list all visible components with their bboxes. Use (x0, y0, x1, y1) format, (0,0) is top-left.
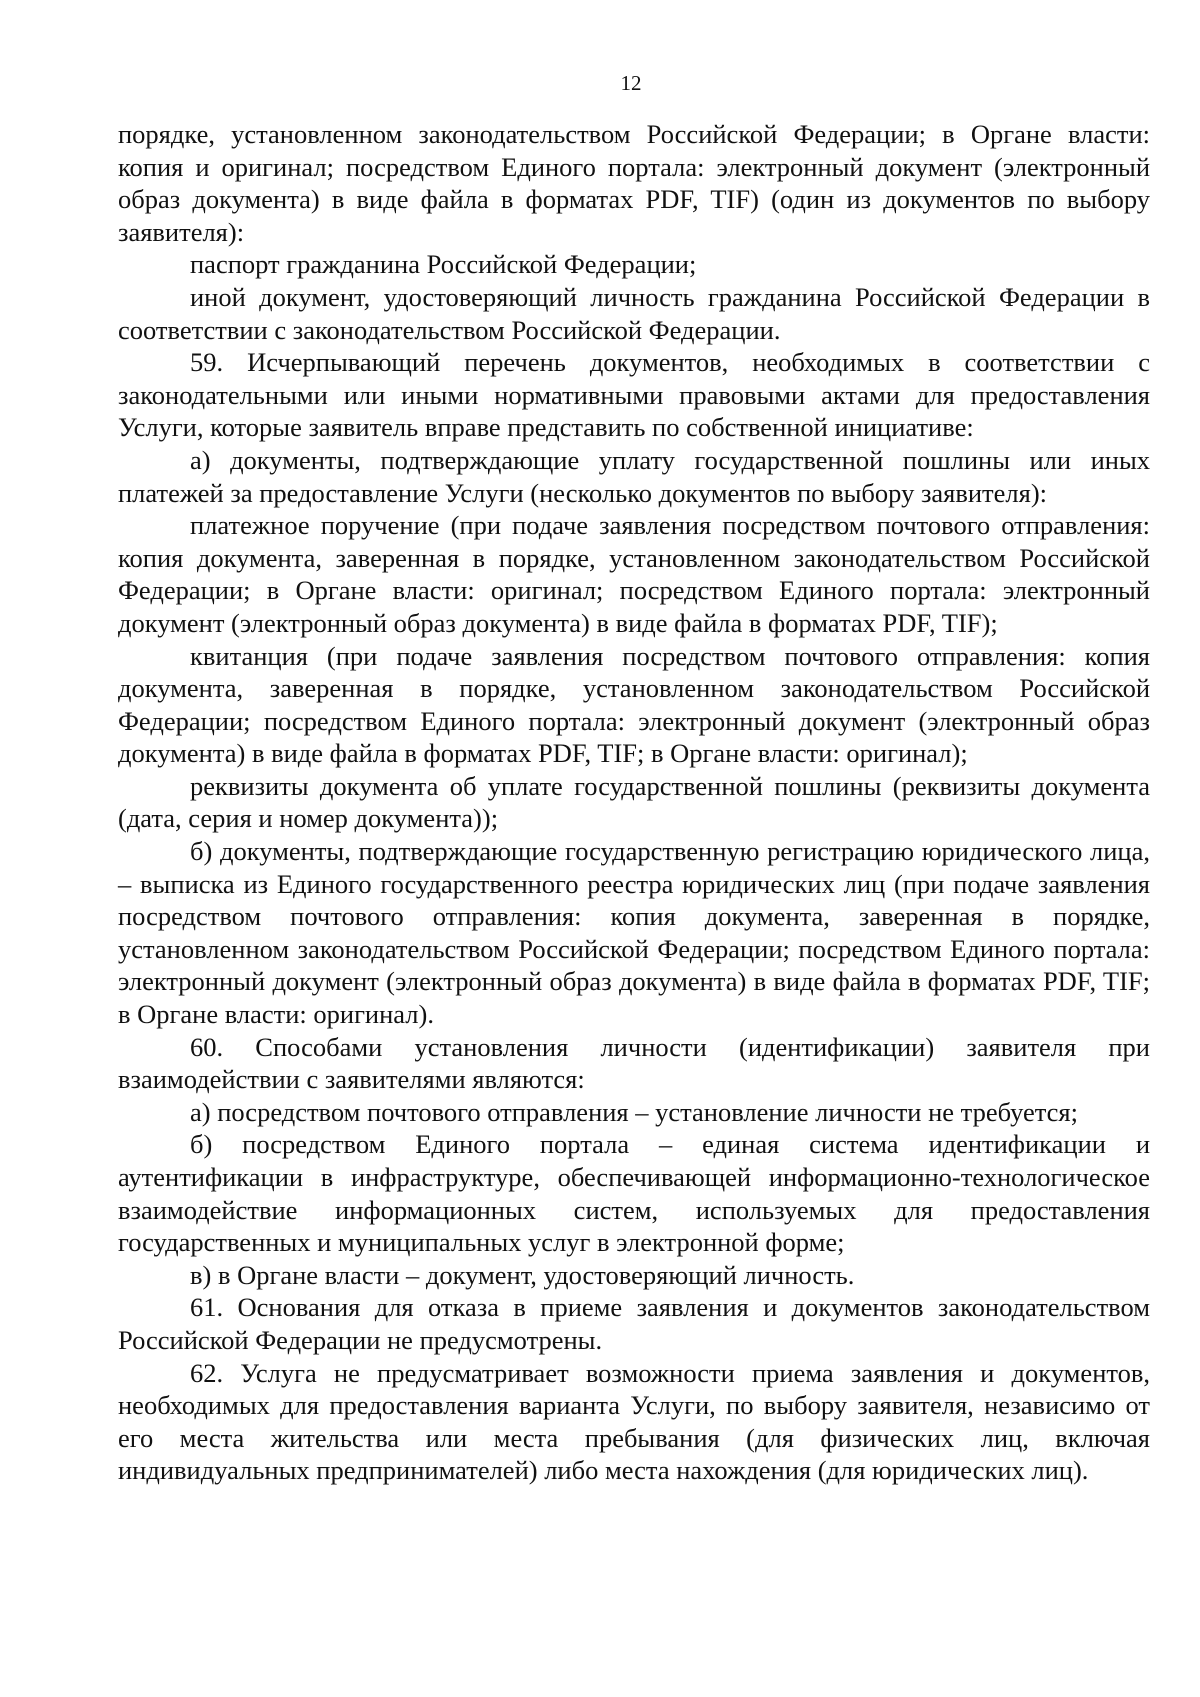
paragraph-59-a: а) документы, подтверждающие уплату государственной пошлины или иных платежей за предоставление Услуги (несколько документов по выбору заявителя): (118, 444, 1150, 508)
paragraph-other-id: иной документ, удостоверяющий личность гражданина Российской Федерации в соответствии с законодательством Российской Федерации. (118, 281, 1150, 345)
paragraph-60-b: б) посредством Единого портала – единая система идентификации и аутентификации в инфраструктуре, обеспечивающей информационно-технологическое взаимодействие информационных систем, используемых для предоставления государственных и муниципальных услуг в электронной форме; (118, 1129, 1150, 1258)
paragraph-continuation: порядке, установленном законодательством Российской Федерации; в Органе власти: копия и оригинал; посредством Единого портала: электронный документ (электронный образ документа) в виде файла в форматах PDF, TIF) (один из документов по выбору заявителя): (118, 119, 1150, 247)
paragraph-62: 62. Услуга не предусматривает возможности приема заявления и документов, необходимых для предоставления варианта Услуги, по выбору заявителя, независимо от его места жительства или места пребывания (для физических лиц, включая индивидуальных предпринимателей) либо места нахождения (для юридических лиц). (118, 1357, 1150, 1486)
paragraph-receipt: квитанция (при подаче заявления посредством почтового отправления: копия документа, заверенная в порядке, установленном законодательством Российской Федерации; посредством Единого портала: электронный документ (электронный образ документа) в виде файла в форматах PDF, TIF; в Органе власти: оригинал); (118, 640, 1150, 769)
paragraph-61: 61. Основания для отказа в приеме заявления и документов законодательством Российской Федерации не предусмотрены. (118, 1292, 1150, 1355)
paragraph-60-c: в) в Органе власти – документ, удостоверяющий личность. (190, 1259, 855, 1290)
paragraph-passport: паспорт гражданина Российской Федерации; (190, 249, 697, 280)
page-number: 12 (620, 71, 642, 95)
paragraph-60-a: а) посредством почтового отправления – установление личности не требуется; (190, 1096, 1078, 1127)
paragraph-payment-order: платежное поручение (при подаче заявления посредством почтового отправления: копия документа, заверенная в порядке, установленном законодательством Российской Федерации; в Органе власти: оригинал; посредством Единого портала: электронный документ (электронный образ документа) в виде файла в форматах PDF, TIF); (118, 510, 1150, 638)
document-body (118, 118, 1150, 1487)
paragraph-60: 60. Способами установления личности (идентификации) заявителя при взаимодействии с заявителями являются: (118, 1031, 1150, 1095)
paragraph-59: 59. Исчерпывающий перечень документов, необходимых в соответствии с законодательными или иными нормативными правовыми актами для предоставления Услуги, которые заявитель вправе представить по собственной инициативе: (118, 347, 1150, 443)
paragraph-requisites: реквизиты документа об уплате государственной пошлины (реквизиты документа (дата, серия и номер документа)); (118, 770, 1150, 834)
paragraph-59-b: б) документы, подтверждающие государственную регистрацию юридического лица, – выписка из Единого государственного реестра юридических лиц (при подаче заявления посредством почтового отправления: копия документа, заверенная в порядке, установленном законодательством Российской Федерации; посредством Единого портала: электронный документ (электронный образ документа) в виде файла в форматах PDF, TIF; в Органе власти: оригинал). (118, 836, 1150, 1030)
